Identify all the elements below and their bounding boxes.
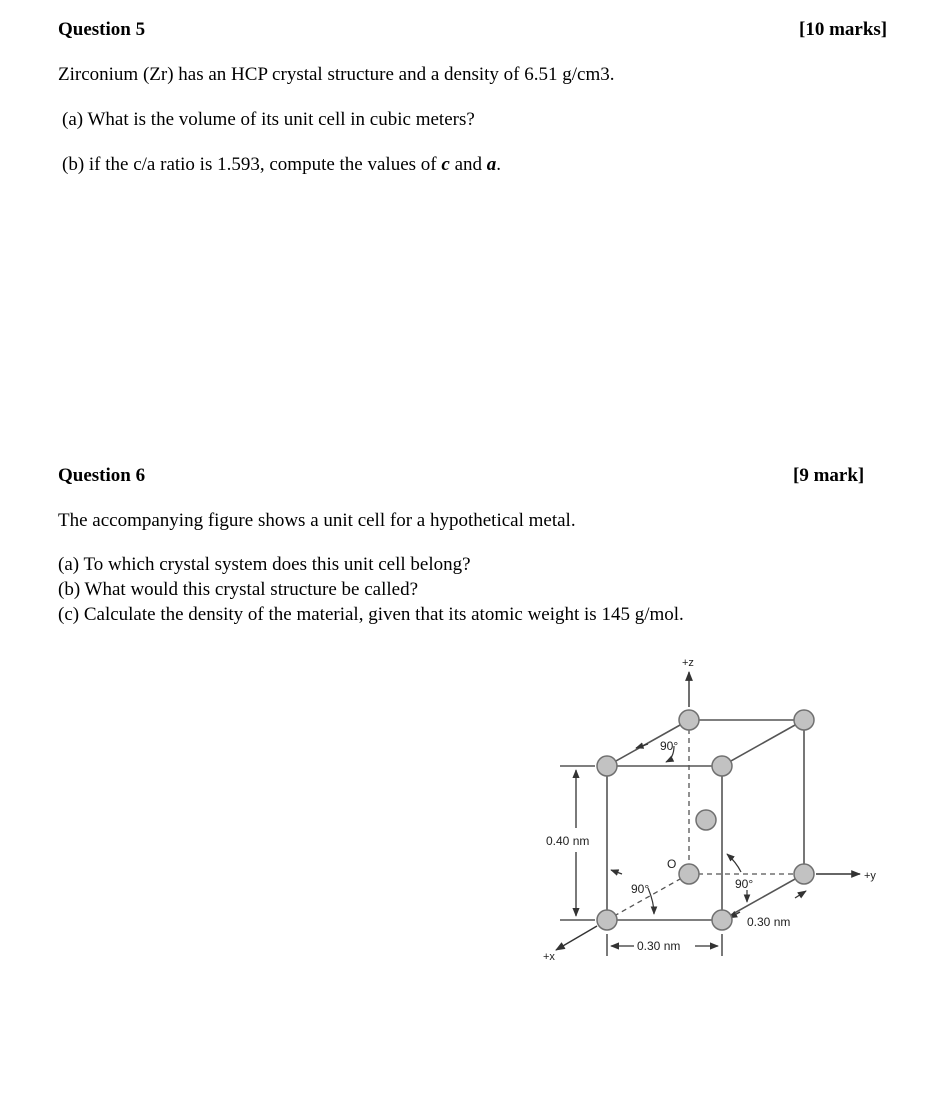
question-5-part-b-end: . bbox=[496, 154, 501, 175]
atom-bottom-front-right bbox=[712, 910, 732, 930]
atom-top-front-left bbox=[597, 756, 617, 776]
angle-left-label: 90° bbox=[631, 882, 650, 896]
question-5-intro: Zirconium (Zr) has an HCP crystal structure and a density of 6.51 g/cm3. bbox=[58, 64, 615, 85]
width-x-label: 0.30 nm bbox=[637, 939, 681, 953]
width-y-label: 0.30 nm bbox=[747, 915, 791, 929]
question-5-title: Question 5 bbox=[58, 19, 146, 40]
question-6-intro: The accompanying figure shows a unit cell for a hypothetical metal. bbox=[58, 510, 576, 531]
x-axis bbox=[556, 926, 597, 950]
origin-label: O bbox=[667, 857, 677, 871]
atom-top-back-left bbox=[679, 710, 699, 730]
atom-bottom-front-left bbox=[597, 910, 617, 930]
question-6-part-a: (a) To which crystal system does this unit cell belong? bbox=[58, 554, 471, 575]
question-6-part-b: (b) What would this crystal structure be called? bbox=[58, 579, 418, 600]
angle-right-label: 90° bbox=[735, 877, 754, 891]
question-5-marks: [10 marks] bbox=[799, 19, 888, 40]
atom-body-center bbox=[696, 810, 716, 830]
question-5-part-b-and: and bbox=[449, 154, 487, 175]
variable-c: c bbox=[441, 154, 450, 175]
angle-top-label: 90° bbox=[660, 739, 679, 753]
question-5-part-b-prefix: (b) if the c/a ratio is 1.593, compute the values of bbox=[62, 154, 442, 175]
atom-top-front-right bbox=[712, 756, 732, 776]
question-5-part-a: (a) What is the volume of its unit cell in cubic meters? bbox=[62, 109, 475, 130]
atom-bottom-back-left bbox=[679, 864, 699, 884]
x-axis-label: +x bbox=[543, 951, 555, 963]
atoms bbox=[597, 710, 814, 930]
variable-a: a bbox=[486, 154, 497, 175]
y-axis-label: +y bbox=[864, 870, 876, 882]
height-label: 0.40 nm bbox=[546, 834, 590, 848]
question-6-title: Question 6 bbox=[58, 465, 146, 486]
question-6-part-c: (c) Calculate the density of the material, given that its atomic weight is 145 g/mol. bbox=[58, 604, 684, 625]
atom-top-back-right bbox=[794, 710, 814, 730]
z-axis-label: +z bbox=[682, 657, 694, 669]
question-6-marks: [9 mark] bbox=[793, 465, 865, 486]
atom-bottom-back-right bbox=[794, 864, 814, 884]
